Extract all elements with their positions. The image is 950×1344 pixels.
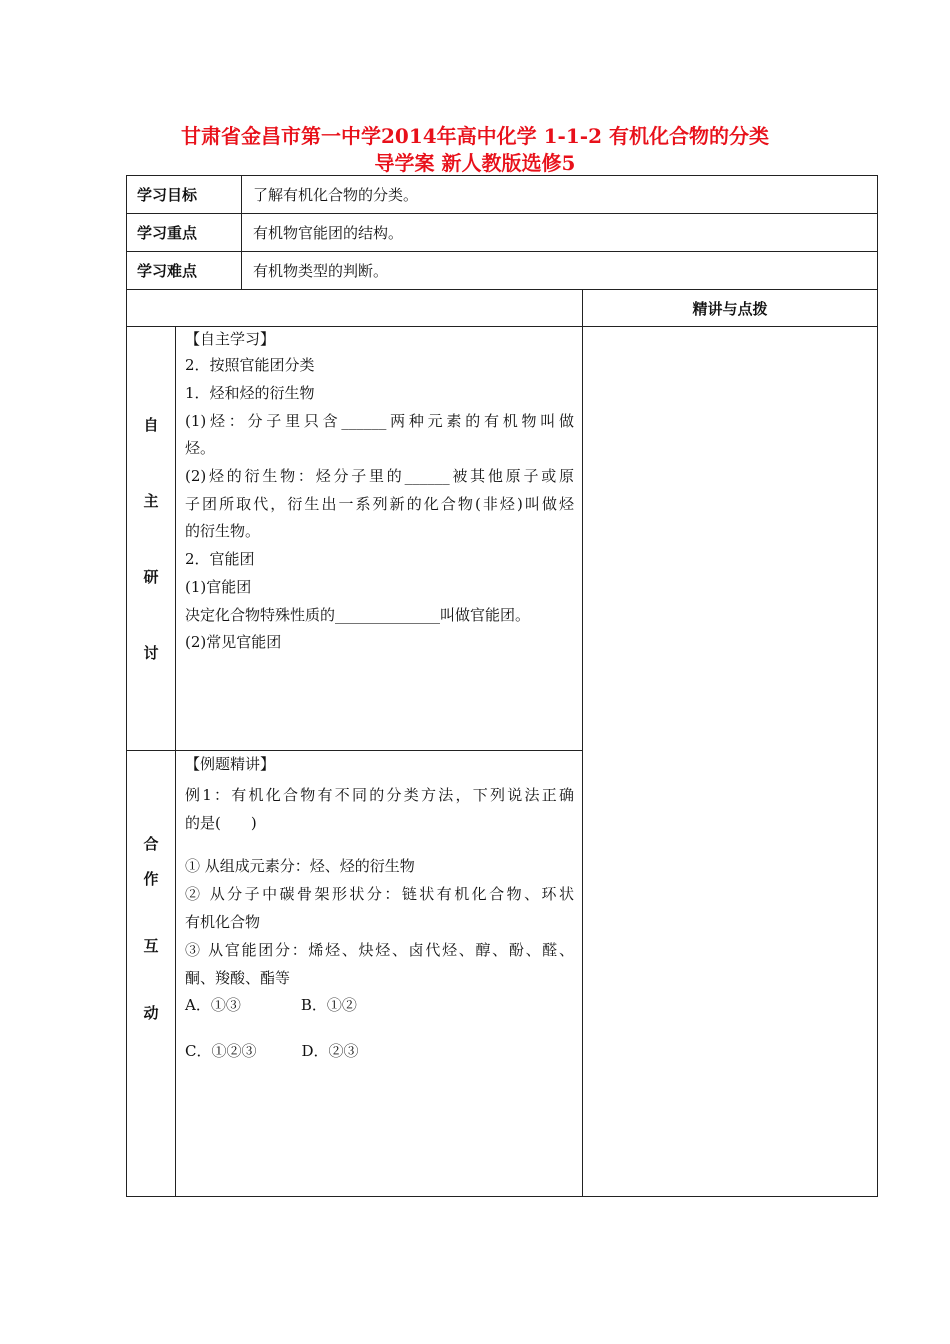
content-line: 有机化合物 — [185, 913, 261, 931]
content-line: ① 从组成元素分：烃、烃的衍生物 — [185, 857, 415, 875]
content-line: (1)官能团 — [185, 578, 252, 596]
self-study-content — [176, 327, 583, 751]
content-line: 【例题精讲】 — [185, 755, 276, 773]
content-line: 2．官能团 — [185, 550, 255, 568]
content-line: 子团所取代，衍生出一系列新的化合物(非烃)叫做烃 — [185, 495, 575, 513]
info-row-key-point — [127, 214, 878, 252]
side-char: 主 — [143, 492, 159, 510]
header-empty-cell — [127, 290, 583, 327]
side-char: 自 — [143, 416, 159, 434]
content-line: 决定化合物特殊性质的______________叫做官能团。 — [185, 606, 531, 624]
cooperation-side-label — [127, 751, 176, 1197]
content-line: (2)烃的衍生物：烃分子里的______被其他原子或原 — [185, 467, 575, 485]
section-self-study — [127, 327, 878, 751]
difficulty-label: 学习难点 — [127, 252, 242, 290]
key-point-label: 学习重点 — [127, 214, 242, 252]
difficulty-value: 有机物类型的判断。 — [242, 252, 878, 290]
info-row-difficulty — [127, 252, 878, 290]
self-study-side-label — [127, 327, 176, 751]
side-char: 动 — [143, 1004, 159, 1022]
doc-title-line1: 甘肃省金昌市第一中学2014年高中化学 1-1-2 有机化合物的分类 — [181, 124, 769, 148]
content-line: 烃。 — [185, 439, 216, 457]
info-row-objective — [127, 176, 878, 214]
content-line: ③ 从官能团分：烯烃、炔烃、卤代烃、醇、酚、醛、 — [185, 941, 575, 959]
content-line: 【自主学习】 — [185, 330, 276, 348]
objective-value: 了解有机化合物的分类。 — [242, 176, 878, 214]
content-line: ② 从分子中碳骨架形状分：链状有机化合物、环状 — [185, 885, 575, 903]
content-line: (1)烃：分子里只含______两种元素的有机物叫做 — [185, 412, 575, 430]
commentary-cell — [583, 327, 878, 1197]
content-line: 例1：有机化合物有不同的分类方法，下列说法正确 — [185, 786, 575, 804]
side-char: 作 — [143, 870, 159, 888]
doc-title-line2: 导学案 新人教版选修5 — [374, 151, 576, 175]
content-line: C．①②③ D．②③ — [185, 1042, 359, 1060]
side-char: 研 — [143, 568, 159, 586]
commentary-header: 精讲与点拨 — [583, 290, 878, 327]
content-line: 的衍生物。 — [185, 522, 261, 540]
content-line: 2．按照官能团分类 — [185, 356, 315, 374]
side-char: 合 — [143, 835, 159, 853]
side-char: 讨 — [143, 644, 159, 662]
content-line: (2)常见官能团 — [185, 633, 282, 651]
content-line: 1．烃和烃的衍生物 — [185, 384, 315, 402]
content-line: 的是( ) — [185, 814, 257, 832]
side-char: 互 — [143, 937, 159, 955]
content-line: 酮、羧酸、酯等 — [185, 969, 291, 987]
cooperation-content — [176, 751, 583, 1197]
lesson-table — [126, 175, 878, 1197]
key-point-value: 有机物官能团的结构。 — [242, 214, 878, 252]
objective-label: 学习目标 — [127, 176, 242, 214]
header-row — [127, 290, 878, 327]
content-line: A．①③ B．①② — [185, 996, 357, 1014]
